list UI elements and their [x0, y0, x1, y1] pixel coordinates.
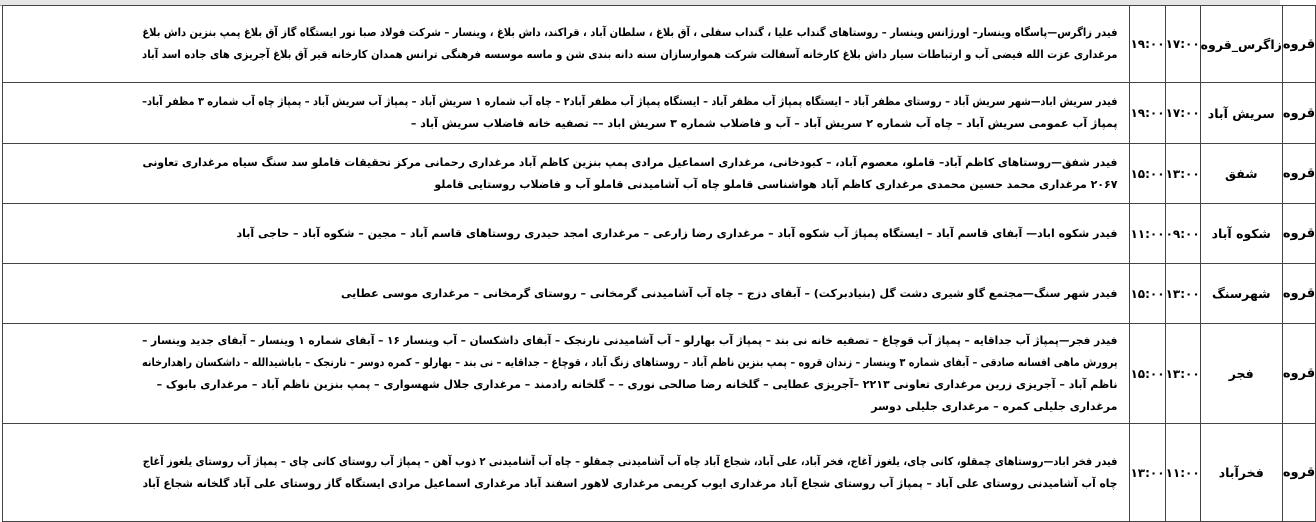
affected-areas-line: فیدر فخر اباد—روستاهای چمقلو، کانی چای، یلغوز آغاج، فخر آباد، علی آباد، شجاع آباد چاه آب آشامیدنی چمقلو – چاه آب آشامیدنی ۲ ذوب آهن – پمپاژ آب روستای کانی چای – پمپاژ آب روستای یلغوز آغاج: [142, 454, 1118, 468]
affected-areas-cell: [3, 204, 1130, 264]
city-cell: قروه: [1282, 424, 1315, 522]
table-row: [3, 264, 1316, 324]
affected-areas-cell: [3, 324, 1130, 424]
affected-areas-line: فیدر زاگرس—پاسگاه وینسار– اورژانس وینسار – روستاهای گنداب علیا ، گنداب سفلی ، آق بلاغ ، سلطان آباد ، قراکند، داش بلاغ ، وینسار – شرکت فولاد صبا نور ایستگاه گاز آق بلاغ پمپ بنزین داش بلاغ: [142, 26, 1118, 39]
end-time-cell: ۱۵:۰۰: [1130, 264, 1165, 324]
end-time-cell: ۱۱:۰۰: [1130, 204, 1165, 264]
feeder-cell: فخرآباد: [1200, 424, 1282, 522]
feeder-cell: سریش آباد: [1200, 83, 1282, 144]
table-row: [3, 324, 1316, 424]
city-cell: قروه: [1282, 83, 1315, 144]
affected-areas-line: فیدر شفق—روستاهای کاظم آباد– قاملو، معصوم آباد، – کبودخانی، مرغداری اسماعیل مرادی پمپ بنزین کاظم آباد مرغداری رحمانی مرکز تحقیقات قاملو سد سنگ سیاه مرغداری تعاونی: [142, 155, 1118, 169]
affected-areas-line: چاه آب آشامیدنی روستای علی آباد – پمپاژ آب روستای شجاع آباد مرغداری ایوب کریمی مرغداری لاهور اسفند آباد مرغداری اسماعیل مرادی ایستگاه گاز روستای علی آباد گلخانه شجاع آباد: [142, 476, 1118, 490]
table-row: [3, 204, 1316, 264]
feeder-cell: شهرسنگ: [1200, 264, 1282, 324]
affected-areas-cell: [3, 264, 1130, 324]
city-cell: قروه: [1282, 324, 1315, 424]
end-time-cell: ۱۳:۰۰: [1130, 424, 1165, 522]
start-time-cell: ۱۱:۰۰: [1165, 424, 1200, 522]
start-time-cell: ۱۳:۰۰: [1165, 324, 1200, 424]
affected-areas-line: مرغداری جلیلی کمره – مرغداری جلیلی دوسر: [871, 399, 1118, 413]
affected-areas-line: ناظم آباد – آجریزی زرین مرغداری تعاونی ۲۲۱۳ –آجریزی عطایی – گلخانه رضا صالحی نوری – – گلخانه رادمند – مرغداری جلال شهسواری – پمپ بنزین ناظم آباد – مرغداری بابوک –: [156, 377, 1118, 391]
city-cell: قروه: [1282, 144, 1315, 204]
affected-areas-cell: [3, 83, 1130, 144]
affected-areas-cell: [3, 424, 1130, 522]
end-time-cell: ۱۹:۰۰: [1130, 6, 1165, 83]
start-time-cell: ۱۳:۰۰: [1165, 144, 1200, 204]
end-time-cell: ۱۹:۰۰: [1130, 83, 1165, 144]
affected-areas-line: فیدر شهر سنگ—مجتمع گاو شیری دشت گل (بنیادبرکت) – آبفای دزج – چاه آب آشامیدنی گرمخانی – روستای گرمخانی – مرغداری موسی عطایی: [340, 286, 1118, 300]
table-row: [3, 144, 1316, 204]
city-cell: قروه: [1282, 264, 1315, 324]
start-time-cell: ۱۳:۰۰: [1165, 264, 1200, 324]
end-time-cell: ۱۵:۰۰: [1130, 324, 1165, 424]
start-time-cell: ۰۹:۰۰: [1165, 204, 1200, 264]
feeder-cell: شکوه آباد: [1200, 204, 1282, 264]
table-row: [3, 83, 1316, 144]
table-row: [3, 6, 1316, 83]
feeder-cell: زاگرس_قروه: [1200, 6, 1282, 83]
start-time-cell: ۱۷:۰۰: [1165, 83, 1200, 144]
end-time-cell: ۱۵:۰۰: [1130, 144, 1165, 204]
affected-areas-line: فیدر فجر—پمپاژ آب جداقایه – پمپاژ آب قوچاغ – تصفیه خانه نی بند – پمپاژ آب بهارلو – آب آشامیدنی نارنجک – آبفای داشکسان – آب وینسار ۱۶ – آبفای شماره ۱ وینسار – آبفای جدید وینسار –: [142, 333, 1118, 347]
city-cell: قروه: [1282, 204, 1315, 264]
table-row: [3, 424, 1316, 522]
feeder-cell: فجر: [1200, 324, 1282, 424]
outage-schedule-table: [2, 5, 1316, 522]
affected-areas-line: فیدر سریش اباد—شهر سریش آباد – روستای مظفر آباد – ایستگاه پمپاژ آب مظفر آباد – ایستگاه پمپاژ آب مظفر آباد۲ – چاه آب شماره ۱ سریش آباد – پمپاژ آب سریش آباد – پمپاژ چاه آب شماره ۳ مظفر آباد–: [142, 95, 1118, 108]
affected-areas-line: ۲۰۶۷ مرغداری محمد حسین محمدی مرغداری کاظم آباد هواشناسی قاملو چاه آب آشامیدنی قاملو آب و فاضلاب روستایی قاملو: [434, 177, 1118, 191]
start-time-cell: ۱۷:۰۰: [1165, 6, 1200, 83]
affected-areas-line: مرغداری عزت الله فیضی آب و ارتباطات سیار داش بلاغ کارخانه آسفالت شرکت هموارسازان سنه دانه بندی شن و ماسه موسسه فرهنگی ترانس همدان کارخانه قیر آق بلاغ آجریزی های جاده اسد آباد: [142, 48, 1118, 61]
affected-areas-line: پرورش ماهی افسانه صادقی – آبفای شماره ۳ وینسار – زندان قروه – پمپ بنزین ناظم آباد – روستاهای زنگ آباد ، قوچاغ – جداقایه – نی بند – بهارلو – کمره دوسر – نارنجک – باباشیدالله – داشکسان راهدارخانه: [142, 355, 1118, 369]
city-cell: قروه: [1282, 6, 1315, 83]
affected-areas-line: فیدر شکوه اباد— آبفای قاسم آباد – ایستگاه پمپاژ آب شکوه آباد – مرغداری رضا زارعی – مرغداری امجد حیدری روستاهای قاسم آباد – مجین – شکوه آباد – حاجی آباد: [236, 226, 1118, 240]
feeder-cell: شفق: [1200, 144, 1282, 204]
affected-areas-cell: [3, 6, 1130, 83]
affected-areas-line: پمپاژ آب عمومی سریش آباد – چاه آب شماره ۲ سریش آباد – آب و فاضلاب شماره ۳ سریش اباد –– تصفیه خانه فاضلاب سریش آباد –: [410, 117, 1118, 130]
affected-areas-cell: [3, 144, 1130, 204]
